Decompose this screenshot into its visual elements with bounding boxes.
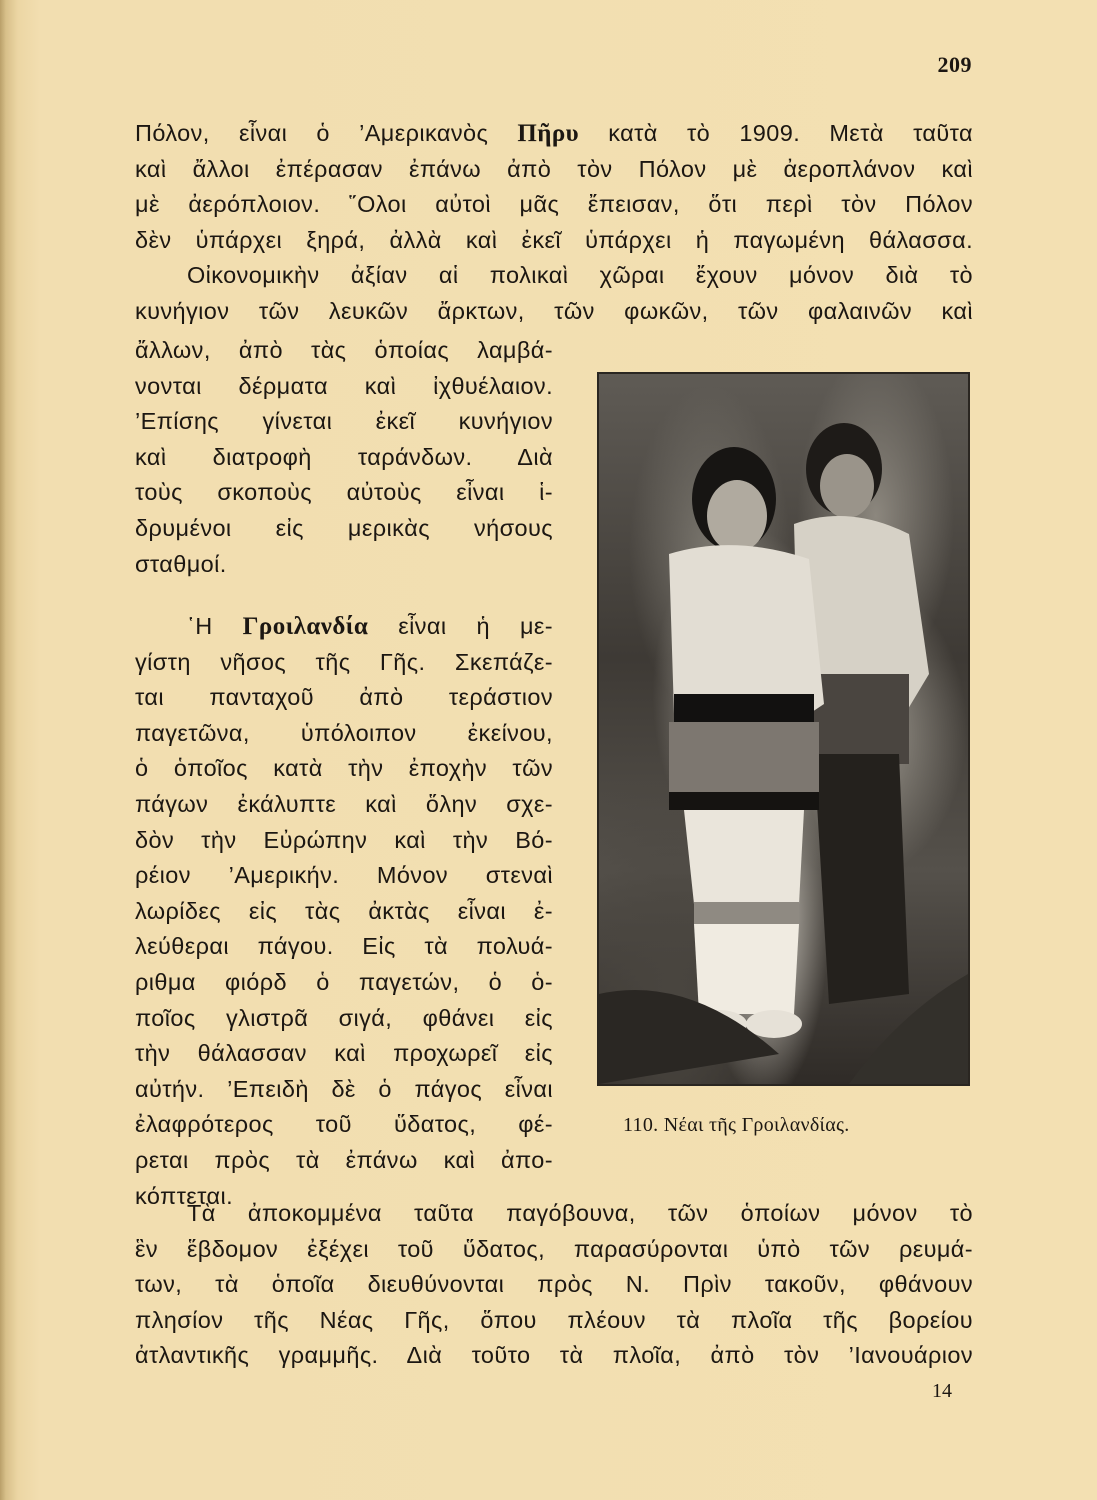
text-line: γίστη νῆσος τῆς Γῆς. Σκεπάζε- [135, 648, 553, 675]
left-column-paragraph-2 [135, 609, 553, 1214]
signature-number-footer: 14 [932, 1380, 952, 1402]
text-line: ἓν ἕβδομον ἐξέχει τοῦ ὕδατος, παρασύρονται ὑπὸ τῶν ρευμά- [135, 1235, 973, 1262]
text-line: ται πανταχοῦ ἀπὸ τεράστιον [135, 684, 553, 711]
text-line: δρυμένοι εἰς μερικὰς νήσους [135, 514, 553, 541]
text-line: ’Επίσης γίνεται ἐκεῖ κυνήγιον [135, 408, 553, 435]
text-line: δὸν τὴν Εὐρώπην καὶ τὴν Βό- [135, 826, 553, 853]
text-line: τὴν θάλασσαν καὶ προχωρεῖ εἰς [135, 1040, 553, 1067]
text-line: ποῖος γλιστρᾶ σιγά, φθάνει εἰς [135, 1004, 553, 1031]
name-peary: Πῆρυ [517, 120, 580, 147]
page-number-header: 209 [937, 52, 972, 77]
text-line: καὶ διατροφὴ ταράνδων. Διὰ [135, 443, 553, 470]
text-line: ρεται πρὸς τὰ ἐπάνω καὶ ἀπο- [135, 1146, 553, 1173]
text-line: Οἰκονομικὴν ἀξίαν αἱ πολικαὶ χῶραι ἔχουν μόνον διὰ τὸ [187, 262, 973, 289]
text-line: ῾Η Γροιλανδία εἶναι ἡ με- [187, 613, 553, 640]
figure-photo-greenland-girls [597, 372, 970, 1086]
text-line: καὶ ἄλλοι ἐπέρασαν ἐπάνω ἀπὸ τὸν Πόλον μὲ ἀεροπλάνον καὶ [135, 155, 973, 182]
text-line: των, τὰ ὁποῖα διευθύνονται πρὸς Ν. Πρὶν τακοῦν, φθάνουν [135, 1271, 973, 1298]
text-line: ριθμα φιόρδ ὁ παγετών, ὁ ὁ- [135, 968, 553, 995]
text-line: αὐτήν. ’Επειδὴ δὲ ὁ πάγος εἶναι [135, 1075, 553, 1102]
text-line: σταθμοί. [135, 550, 227, 577]
text-line: κόπτεται. [135, 1182, 234, 1209]
term-greenland: Γροιλανδία [242, 613, 369, 640]
bottom-paragraph [135, 1196, 973, 1374]
text-line: δὲν ὑπάρχει ξηρά, ἀλλὰ καὶ ἐκεῖ ὑπάρχει ἡ παγωμένη θάλασσα. [135, 226, 973, 253]
photo-illustration [599, 374, 968, 1084]
text-line: πλησίον τῆς Νέας Γῆς, ὅπου πλέουν τὰ πλοῖα τῆς βορείου [135, 1306, 973, 1333]
text-line: λωρίδες εἰς τὰς ἀκτὰς εἶναι ἐ- [135, 897, 553, 924]
text-line: νονται δέρματα καὶ ἰχθυέλαιον. [135, 372, 553, 399]
text-line: μὲ ἀερόπλοιον. ῞Ολοι αὐτοὶ μᾶς ἔπεισαν, ὅτι περὶ τὸν Πόλον [135, 191, 973, 218]
left-column-paragraph-1 [135, 333, 553, 582]
text-line: ἐλαφρότερος τοῦ ὕδατος, φέ- [135, 1111, 553, 1138]
text-line: ἀτλαντικῆς γραμμῆς. Διὰ τοῦτο τὰ πλοῖα, ἀπὸ τὸν ’Ιανουάριον [135, 1342, 973, 1369]
text-line: ρέιον ’Αμερικήν. Μόνον στεναὶ [135, 862, 553, 889]
text-line: πάγων ἐκάλυπτε καὶ ὅλην σχε- [135, 790, 553, 817]
text-line: ὁ ὁποῖος κατὰ τὴν ἐποχὴν τῶν [135, 755, 553, 782]
text-line: λεύθεραι πάγου. Εἰς τὰ πολυά- [135, 933, 553, 960]
text-line: κυνήγιον τῶν λευκῶν ἄρκτων, τῶν φωκῶν, τῶν φαλαινῶν καὶ [135, 297, 973, 324]
text-line: Τὰ ἀποκομμένα ταῦτα παγόβουνα, τῶν ὁποίων μόνον τὸ [187, 1200, 973, 1226]
text-line: παγετῶνα, ὑπόλοιπον ἐκείνου, [135, 719, 553, 746]
figure-caption: 110. Νέαι τῆς Γροιλανδίας. [623, 1114, 850, 1136]
text-line: ἄλλων, ἀπὸ τὰς ὁποίας λαμβά- [135, 337, 553, 363]
text-line: Πόλον, εἶναι ὁ ’Αμερικανὸς Πῆρυ κατὰ τὸ 1909. Μετὰ ταῦτα [135, 120, 973, 147]
top-paragraph [135, 116, 973, 330]
text-line: τοὺς σκοποὺς αὐτοὺς εἶναι ἱ- [135, 479, 553, 506]
